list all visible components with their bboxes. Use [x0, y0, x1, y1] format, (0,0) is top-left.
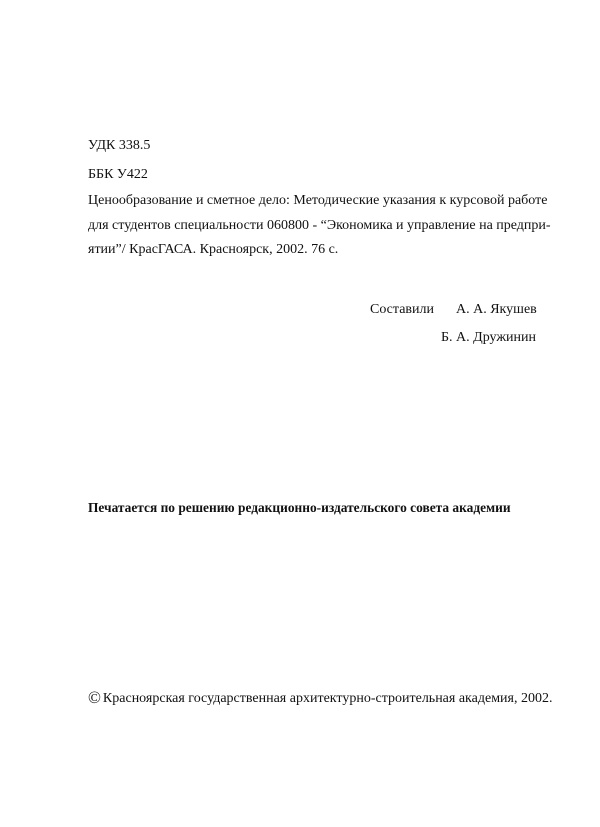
bibliographic-description-line-3: ятии”/ КрасГАСА. Красноярск, 2002. 76 с.	[88, 242, 339, 257]
bibliographic-description-line-1: Ценообразование и сметное дело: Методические указания к курсовой работе	[88, 193, 548, 208]
bibliographic-description-line-2: для студентов специальности 060800 - “Экономика и управление на предпри-	[88, 218, 551, 233]
compiler-name-2: Б. А. Дружинин	[441, 330, 536, 345]
copyright-notice	[88, 690, 552, 707]
copyright-icon: ©	[88, 688, 101, 707]
compilers-label: Составили	[370, 302, 434, 317]
udk-code: УДК 338.5	[88, 138, 151, 153]
copyright-text: Красноярская государственная архитектурно-строительная академия, 2002.	[102, 691, 553, 706]
publication-decision: Печатается по решению редакционно-издательского совета академии	[88, 500, 511, 515]
compiler-name-1: А. А. Якушев	[456, 302, 537, 317]
bbk-code: ББК У422	[88, 167, 148, 182]
